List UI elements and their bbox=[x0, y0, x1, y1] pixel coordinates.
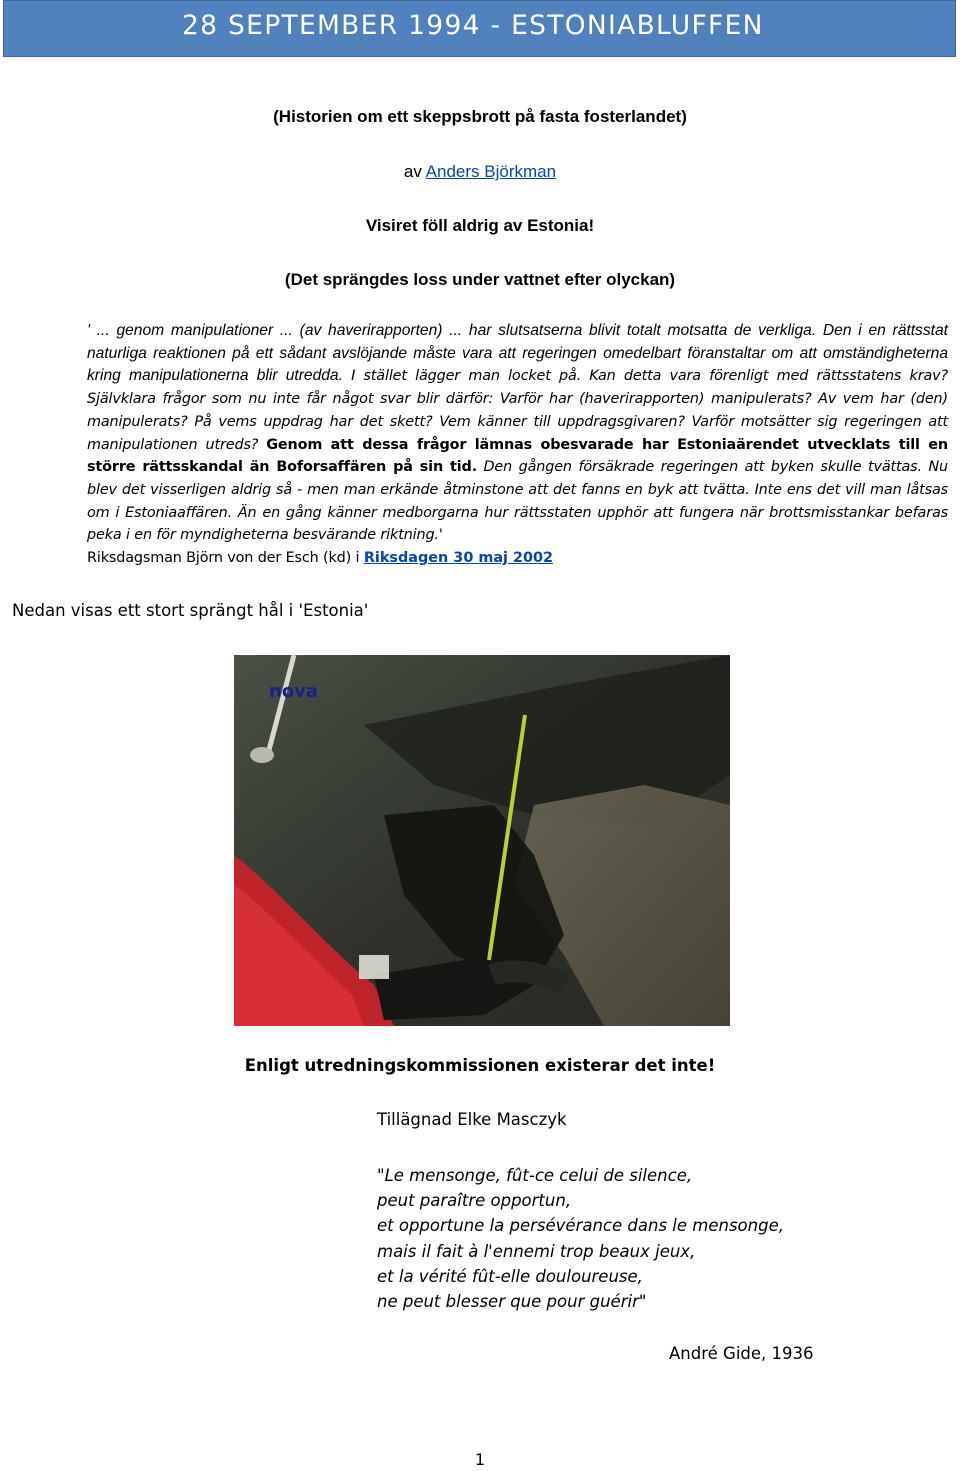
subtitle: (Historien om ett skeppsbrott på fasta fosterlandet) bbox=[273, 107, 687, 126]
quote-part-3: Kan detta vara förenligt med rättsstatens krav? bbox=[589, 368, 948, 385]
quote-part-9: Genom att dessa frågor lämnas obesvarade har Estoniaärendet utvecklats till en större rättsskandal än Boforsaffären på sin tid. bbox=[87, 436, 948, 476]
poem-line: peut paraître opportun, bbox=[377, 1191, 572, 1211]
quote-part-12: Inte ens det vill man låtsas om i Estoniaaffären. bbox=[87, 481, 948, 521]
quote-attribution: Riksdagsman Björn von der Esch (kd) i bbox=[87, 550, 364, 567]
hull-hole-photo bbox=[234, 655, 730, 1026]
byline-prefix: av bbox=[403, 162, 426, 181]
quote-part-8: Varför motsätter sig regeringen att manipulationen utreds? bbox=[87, 413, 948, 453]
poem-line: et la vérité fût-elle douloureuse, bbox=[377, 1266, 643, 1286]
dedication: Tillägnad Elke Masczyk bbox=[377, 1110, 567, 1129]
section-heading: Nedan visas ett stort sprängt hål i 'Estonia' bbox=[12, 601, 369, 620]
quote-part-1: ' ... genom manipulationer ... (av haverirapporten) ... har slutsatserna blivit totalt motsatta de verkliga. Den i en rättsstat naturliga reaktionen på ett sådant avslöjande måste vara att regeringen omedelbart föranstaltar om att omständigheterna kring manipulationerna blir utredda. bbox=[87, 322, 948, 385]
riksdagen-link[interactable]: Riksdagen 30 maj 2002 bbox=[363, 550, 554, 567]
page-title: 28 SEPTEMBER 1994 - ESTONIABLUFFEN bbox=[182, 10, 764, 41]
headline: Visiret föll aldrig av Estonia! bbox=[365, 216, 595, 235]
quote-part-4: Självklara frågor som nu inte får något svar blir därför: Varför har (haverirapporten) manipulerats? bbox=[87, 391, 812, 408]
quote-part-10: Den gången försäkrade regeringen att byken skulle tvättas. bbox=[483, 459, 922, 476]
page-header-bar bbox=[3, 0, 956, 57]
riksdag-quote bbox=[87, 320, 948, 570]
byline bbox=[0, 162, 960, 182]
poem-line: ne peut blesser que pour guérir" bbox=[377, 1291, 647, 1311]
quote-part-11: Nu blev det visserligen aldrig så - men man erkände åtminstone att det fanns en byk att tvätta. bbox=[87, 459, 948, 498]
gide-poem bbox=[377, 1163, 784, 1314]
quote-part-13: Än en gång känner medborgarna hur rättsstaten upphör att fungera när brottsmisstankar befaras peka i en för myndigheterna besvärande riktning.' bbox=[87, 504, 948, 544]
author-link[interactable]: Anders Björkman bbox=[425, 162, 557, 181]
poem-line: "Le mensonge, fût-ce celui de silence, bbox=[377, 1166, 693, 1185]
quote-part-6: På vems uppdrag har det skett? bbox=[194, 413, 433, 430]
quote-part-2: I stället lägger man locket på. bbox=[351, 368, 582, 385]
tv-logo: nova bbox=[269, 681, 319, 702]
quote-part-5: Av vem har (den) manipulerats? bbox=[87, 391, 948, 430]
quote-part-7: Vem känner till uppdragsgivaren? bbox=[439, 413, 685, 430]
poem-line: mais il fait à l'ennemi trop beaux jeux, bbox=[377, 1241, 696, 1261]
poem-author: André Gide, 1936 bbox=[669, 1344, 814, 1363]
photo-caption: Enligt utredningskommissionen existerar det inte! bbox=[244, 1056, 716, 1075]
underwater-photo-illustration bbox=[234, 655, 730, 1026]
subheadline: (Det sprängdes loss under vattnet efter olyckan) bbox=[284, 270, 676, 289]
poem-line: et opportune la persévérance dans le mensonge, bbox=[377, 1216, 784, 1236]
page-number: 1 bbox=[474, 1450, 486, 1469]
